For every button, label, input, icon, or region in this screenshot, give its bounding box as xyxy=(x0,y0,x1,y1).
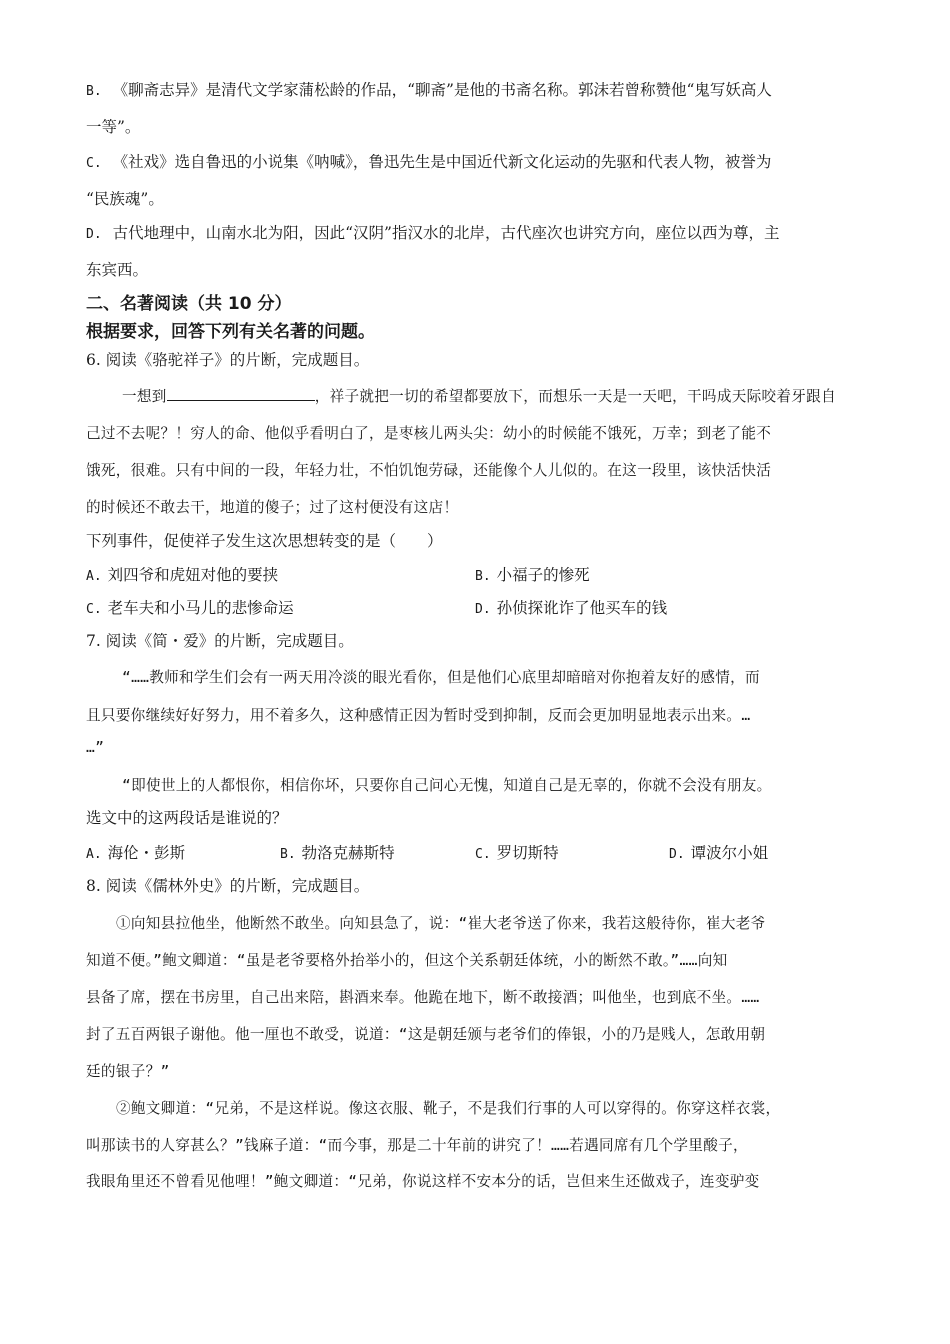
q7-option-d[interactable] xyxy=(669,843,768,865)
option-b-text: 《聊斋志异》是清代文学家蒲松龄的作品，“聊斋”是他的书斋名称。郭沫若曾称赞他“鬼写妖高人 xyxy=(112,81,772,99)
q7-option-a-letter: A. xyxy=(86,847,102,862)
q8-stem: 8. 阅读《儒林外史》的片断，完成题目。 xyxy=(86,877,370,895)
q6-para-line3: 饿死，很难。只有中间的一段，年轻力壮，不怕饥饱劳碌，还能像个人儿似的。在这一段里，该快活快活 xyxy=(86,462,772,479)
q6-option-a[interactable] xyxy=(86,565,278,587)
q6-option-c[interactable] xyxy=(86,598,294,620)
q8-excerpt2-line3: 我眼角里还不曾看见他哩！”鲍文卿道：“兄弟，你说这样不安本分的话，岂但来生还做戏子，连变驴变 xyxy=(86,1173,760,1190)
q6-option-a-text: 刘四爷和虎妞对他的要挟 xyxy=(107,566,279,584)
q6-option-d-letter: D. xyxy=(475,602,491,617)
q6-option-a-letter: A. xyxy=(86,569,102,584)
q7-option-d-text: 谭波尔小姐 xyxy=(690,844,769,862)
q6-para-line1 xyxy=(122,386,836,407)
q8-excerpt1-line1: ①向知县拉他坐，他断然不敢坐。向知县急了，说：“崔大老爷送了你来，我若这般待你，崔大老爷 xyxy=(116,915,766,932)
q6-question: 下列事件，促使祥子发生这次思想转变的是（ ） xyxy=(86,532,443,550)
q8-excerpt1-line3: 县备了席，摆在书房里，自己出来陪，斟酒来奉。他跪在地下，断不敢接酒；叫他坐，也到底不坐。…… xyxy=(86,989,760,1006)
q7-option-a-text: 海伦・彭斯 xyxy=(107,844,186,862)
q6-option-b-letter: B. xyxy=(475,569,491,584)
option-c-text: 《社戏》选自鲁迅的小说集《呐喊》，鲁迅先生是中国近代新文化运动的先驱和代表人物，被誉为 xyxy=(112,153,772,171)
q6-para-line2: 己过不去呢？！穷人的命、他似乎看明白了，是枣核儿两头尖：幼小的时候能不饿死，万幸；到老了能不 xyxy=(86,425,772,442)
option-d-text: 古代地理中，山南水北为阳，因此“汉阴”指汉水的北岸，古代座次也讲究方向，座位以西为尊，主 xyxy=(112,224,780,242)
q7-option-c[interactable] xyxy=(475,843,559,865)
q7-para-line2: 且只要你继续好好努力，用不着多久，这种感情正因为暂时受到抑制，反而会更加明显地表示出来。… xyxy=(86,707,751,724)
q6-option-d[interactable] xyxy=(475,598,667,620)
option-b-line1 xyxy=(86,80,772,102)
q7-para-line4: “即使世上的人都恨你，相信你坏，只要你自己问心无愧，知道自己是无辜的，你就不会没有朋友。 xyxy=(122,777,772,794)
q7-para-line3: …” xyxy=(86,739,105,756)
q8-excerpt1-line2: 知道不便。”鲍文卿道：“虽是老爷要格外抬举小的，但这个关系朝廷体统，小的断然不敢。”……向知 xyxy=(86,952,728,969)
q8-excerpt2-line1: ②鲍文卿道：“兄弟，不是这样说。像这衣服、靴子，不是我们行事的人可以穿得的。你穿这样衣裳， xyxy=(116,1100,781,1117)
option-d-line1 xyxy=(86,223,779,245)
option-b-letter: B. xyxy=(86,84,102,99)
q8-excerpt1-line4: 封了五百两银子谢他。他一厘也不敢受，说道：“这是朝廷颁与老爷们的俸银，小的乃是贱人，怎敢用朝 xyxy=(86,1026,766,1043)
q6-option-d-text: 孙侦探讹诈了他买车的钱 xyxy=(496,599,668,617)
option-c-letter: C. xyxy=(86,156,102,171)
option-c-line2: “民族魂”。 xyxy=(86,190,164,208)
q7-option-d-letter: D. xyxy=(669,847,685,862)
option-d-letter: D. xyxy=(86,227,102,242)
option-c-line1 xyxy=(86,152,771,174)
q7-option-b-text: 勃洛克赫斯特 xyxy=(301,844,395,862)
q6-option-c-letter: C. xyxy=(86,602,102,617)
q6-option-b-text: 小福子的惨死 xyxy=(496,566,590,584)
q6-option-c-text: 老车夫和小马儿的悲惨命运 xyxy=(107,599,294,617)
q6-stem: 6. 阅读《骆驼祥子》的片断，完成题目。 xyxy=(86,351,370,369)
q6-option-b[interactable] xyxy=(475,565,590,587)
q7-option-c-letter: C. xyxy=(475,847,491,862)
q6-para-start: 一想到 xyxy=(122,388,167,405)
q7-option-c-text: 罗切斯特 xyxy=(496,844,559,862)
q6-para-end: ，祥子就把一切的希望都要放下，而想乐一天是一天吧，干吗成天际咬着牙跟自 xyxy=(314,388,836,405)
q7-option-b-letter: B. xyxy=(280,847,296,862)
option-d-line2: 东宾西。 xyxy=(86,261,149,279)
q6-para-line4: 的时候还不敢去干，地道的傻子；过了这村便没有这店！ xyxy=(86,499,459,516)
q7-option-a[interactable] xyxy=(86,843,185,865)
q7-option-b[interactable] xyxy=(280,843,395,865)
section-title: 二、名著阅读（共 10 分） xyxy=(86,294,292,314)
option-b-line2: 一等”。 xyxy=(86,118,141,136)
q7-stem: 7. 阅读《简・爱》的片断，完成题目。 xyxy=(86,632,354,650)
section-instruction: 根据要求，回答下列有关名著的问题。 xyxy=(86,322,375,342)
q8-excerpt1-line5: 廷的银子？” xyxy=(86,1063,170,1080)
q7-question: 选文中的这两段话是谁说的？ xyxy=(86,809,288,827)
q8-excerpt2-line2: 叫那读书的人穿甚么？”钱麻子道：“而今事，那是二十年前的讲究了！……若遇同席有几个学里酸子， xyxy=(86,1137,748,1154)
q7-para-line1: “……教师和学生们会有一两天用冷淡的眼光看你，但是他们心底里却暗暗对你抱着友好的感情，而 xyxy=(122,669,760,686)
q6-answer-blank xyxy=(167,386,315,401)
